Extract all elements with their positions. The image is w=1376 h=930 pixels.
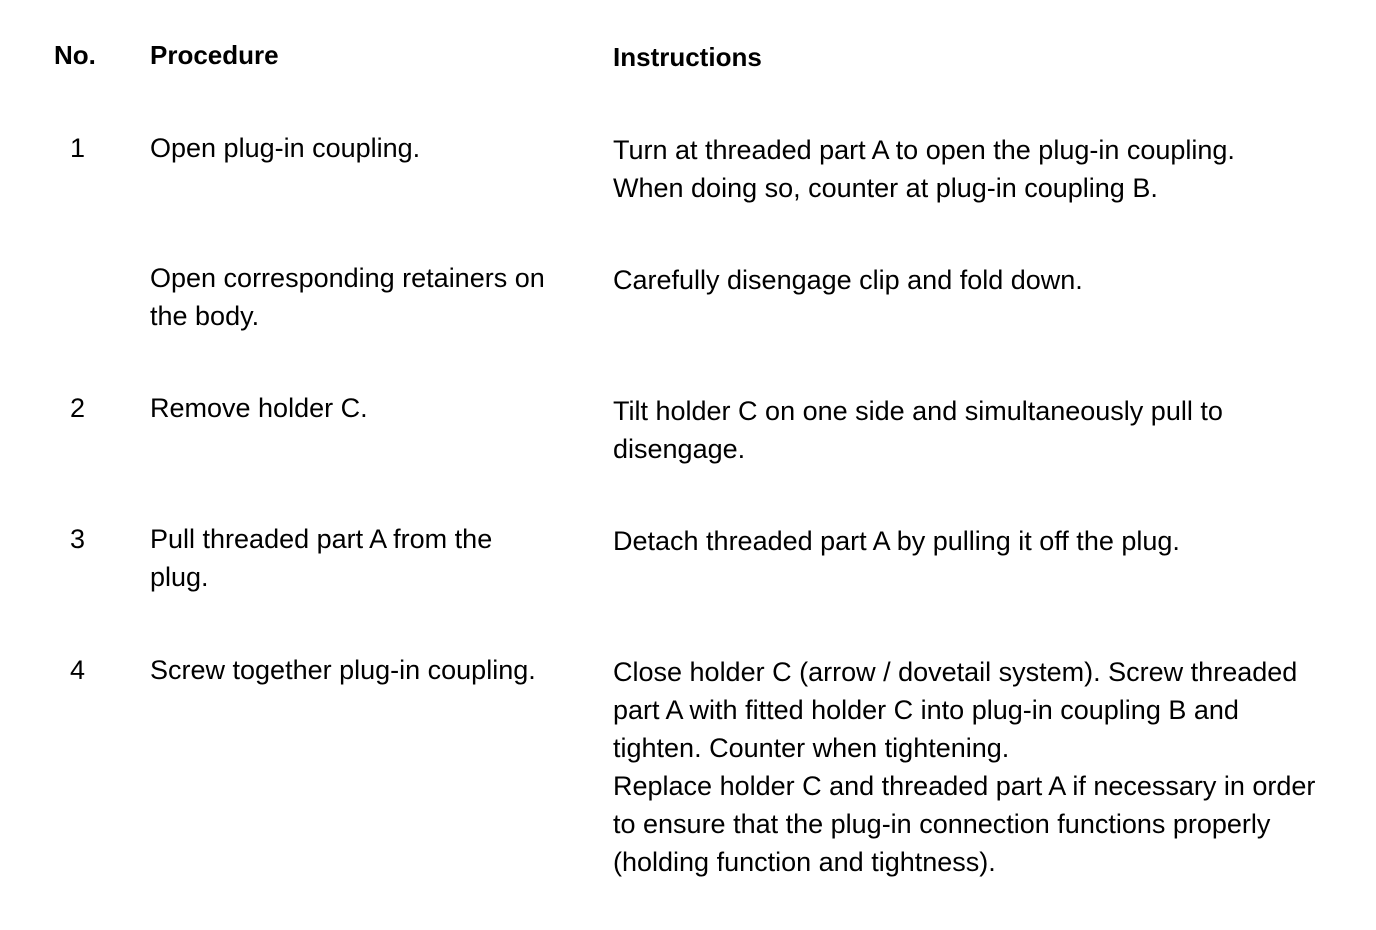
procedure-line: plug. [150, 562, 209, 592]
row-instructions [613, 522, 1333, 560]
row-instructions [613, 392, 1333, 468]
instruction-line: Carefully disengage clip and fold down. [613, 265, 1083, 295]
row-number: 2 [70, 393, 86, 423]
instruction-line: (holding function and tightness). [613, 847, 996, 877]
header-instructions: Instructions [613, 42, 762, 72]
header-procedure: Procedure [150, 40, 279, 70]
instruction-line: When doing so, counter at plug-in coupling B. [613, 173, 1158, 203]
row-instructions [613, 261, 1333, 299]
row-procedure [150, 129, 570, 167]
procedure-line: the body. [150, 301, 260, 331]
row-procedure [150, 259, 570, 335]
row-instructions [613, 131, 1333, 207]
instruction-line: Replace holder C and threaded part A if necessary in order [613, 771, 1316, 801]
row-number: 3 [70, 524, 86, 554]
header-no: No. [54, 40, 96, 70]
row-number: 4 [70, 655, 86, 685]
instruction-line: to ensure that the plug-in connection functions properly [613, 809, 1271, 839]
instruction-line: disengage. [613, 434, 746, 464]
procedure-line: Open plug-in coupling. [150, 133, 421, 163]
procedure-line: Remove holder C. [150, 393, 368, 423]
row-procedure [150, 651, 570, 689]
instruction-line: Close holder C (arrow / dovetail system). Screw threaded [613, 657, 1298, 687]
row-procedure [150, 389, 570, 427]
instruction-line: part A with fitted holder C into plug-in coupling B and [613, 695, 1239, 725]
instruction-line: Detach threaded part A by pulling it off the plug. [613, 526, 1180, 556]
procedure-line: Open corresponding retainers on [150, 263, 545, 293]
row-procedure [150, 520, 570, 596]
instruction-line: tighten. Counter when tightening. [613, 733, 1010, 763]
instruction-line: Turn at threaded part A to open the plug-in coupling. [613, 135, 1235, 165]
row-number: 1 [70, 133, 86, 163]
instruction-line: Tilt holder C on one side and simultaneously pull to [613, 396, 1223, 426]
procedure-line: Pull threaded part A from the [150, 524, 493, 554]
procedure-line: Screw together plug-in coupling. [150, 655, 536, 685]
row-instructions [613, 653, 1333, 881]
